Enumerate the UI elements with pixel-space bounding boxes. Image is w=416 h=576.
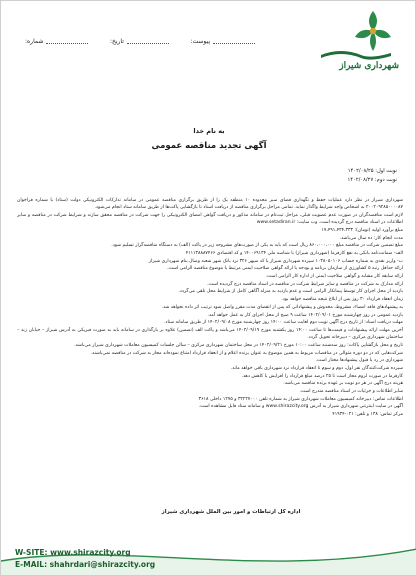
number-field: [25, 34, 88, 48]
paragraph: شرکت‌هایی که در دو دوره متوالی در مناقصات مربوط به همین موضوع به عنوان برنده اعلام و از انعقاد قرارداد امتناع نموده‌اند مجاز به شرکت در مناقصه نمی‌باشند.: [90, 350, 403, 356]
paragraph: الف- ضمانت‌نامه بانکی به نفع کارفرما (شهرداری شیراز) با شناسه ملی ۱۴۰۰۶۹۱۳۴ و کد اقتصادی ۴۱۱۱۳۸۸۸۷۴۶۶: [185, 250, 403, 256]
paragraph: بازدید عمومی در روز چهارشنبه مورخ ۱۴۰۲/۰۹/۰۱ ساعت ۹ صبح از محل اجرای کار به عمل خواهد آمد.: [207, 312, 403, 318]
attachment-line: [213, 38, 255, 44]
date-field: [110, 34, 169, 48]
paragraph: شهرداری در رد یا قبول پیشنهادها مختار است.: [315, 358, 403, 364]
second-publication: نوبت دوم: ۱۴۰۲/۰۸/۲۷: [347, 177, 397, 183]
basmala: به نام خدا: [193, 127, 225, 135]
paragraph: مبلغ برآورد اولیه (تومان): ۱۷،۴۹۱،۴۳۴،۳۳۳: [321, 227, 403, 233]
paragraph: زمان انعقاد قرارداد ۳۰ روز پس از ابلاغ نتیجه مناقصه خواهد بود.: [281, 297, 403, 303]
footer-website[interactable]: W-SITE: www.shirazcity.org: [15, 548, 131, 557]
paragraph: آخرین مهلت ارائه پیشنهادات و قیمت‌ها تا ساعت ۱۴:۰۰ روز یکشنبه مورخ ۱۴۰۲/۰۹/۱۹ می‌باشد و پاکت الف (تضمین) علاوه بر بارگذاری در سامانه باید به صورت فیزیکی به آدرس شیراز – خیابان زند – ساختمان شهرداری مرکزی – دبیرخانه تحویل گردد.: [17, 327, 403, 341]
paragraph: ارائه مدارک به شرکت در مناقصه و سایر شرایط شرکت در مناقصه در اسناد مناقصه درج گردیده است.: [207, 281, 403, 287]
paragraph: هزینه درج آگهی در هر دو نوبت بر عهده برنده مناقصه می‌باشد.: [283, 381, 403, 387]
paragraph: تاریخ و محل بازگشایی پاکات: روز سه‌شنبه ساعت ۱۰:۰۰ مورخ ۱۴۰۲/۰۹/۲۱ در محل ساختمان شهرداری مرکزی – سالن جلسات کمیسیون معاملات شهرداری شیراز می‌باشد.: [74, 342, 403, 348]
signature: اداره کل ارتباطات و امور بین الملل شهرداری شیراز: [161, 509, 301, 515]
first-publication: نوبت اول: ۱۴۰۲/۰۸/۲۵: [347, 168, 397, 174]
attachment-label: پیوست:: [190, 37, 210, 45]
letterhead-footer: [1, 531, 416, 575]
footer-email[interactable]: E-MAIL: shahrdari@shirazcity.org: [15, 560, 156, 569]
number-line: [46, 38, 88, 44]
paragraph: کارفرما در صورت لزوم مجاز است تا ۲۵ درصد مبلغ قرارداد را افزایش یا کاهش دهد.: [241, 373, 403, 379]
paragraph: بازدید از محل اجرای کار توسط پیمانکار الزامی است و عدم بازدید به منزله آگاهی کامل از شرایط محل تلقی می‌گردد.: [178, 289, 403, 295]
paragraph: آگهی در سایت اینترنتی شهرداری شیراز به آدرس www.shirazcity.org و سامانه ستاد قابل مشاهده است.: [198, 404, 403, 410]
paragraph: شهرداری شیراز در نظر دارد عملیات حفظ و نگهداری فضای سبز محدوده ۱۰ منطقه یک را از طریق برگزاری مناقصه عمومی در سامانه تدارکات الکترونیکی دولت (ستاد) با شماره فراخوان ۲۰۰۲۰۹۲۸۵۰۰۰۰۸۷ به اشخاص واجد شرایط واگذار نماید. تمامی مراحل برگزاری مناقصه از دریافت اسناد تا بازگشایی پاکت‌ها از طریق سامانه ستاد انجام می‌شود.: [17, 198, 403, 211]
notice-body: [17, 197, 403, 497]
date-line: [127, 38, 169, 44]
paragraph: سایر اطلاعات و جزئیات در اسناد مناقصه مندرج است.: [299, 389, 403, 395]
paragraph: ب- واریز نقدی به شماره حساب ۱۰۳۸۰۵۰۱۰۶ سپرده شهرداری شیراز با کد سپهر ۳۲۶ نزد بانک شهر شعبه وصال بنام شهرداری شیراز: [148, 258, 403, 264]
date-label: تاریخ:: [109, 37, 124, 45]
paragraph: مبلغ تضمین شرکت در مناقصه مبلغ ۸۶۰،۰۰۰،۰۰۰ ریال است که باید به یکی از صورت‌های مشروحه زیر در پاکت (الف) به دستگاه مناقصه‌گزار تسلیم شود.: [111, 243, 403, 249]
notice-dates: [247, 167, 397, 185]
paragraph: به پیشنهادهای فاقد امضاء، مشروط، مخدوش و پیشنهاداتی که پس از انقضای مدت مقرر واصل شود ترتیب اثر داده نخواهد شد.: [161, 304, 403, 310]
paragraph: مرکز تماس: ۱۳۸ و تلفن: ۰۲۱-۴۱۹۳۴: [332, 412, 403, 418]
paragraph: ارائه حداقل رتبه ۵ کشاورزی از سازمان برنامه و بودجه یا ارائه گواهی صلاحیت ایمنی مرتبط با موضوع مناقصه الزامی است.: [167, 266, 403, 272]
paragraph: لازم است مناقصه‌گران در صورت عدم عضویت قبلی، مراحل ثبت‌نام در سامانه مذکور و دریافت گواهی امضای الکترونیکی را جهت شرکت در مناقصه محقق سازند و شرایط شرکت در مناقصه و سایر اطلاعات در اسناد مناقصه درج گردیده است. وب سایت: www.setadiran.ir: [17, 212, 403, 226]
letterhead-fields: [25, 34, 255, 48]
paragraph: سپرده شرکت‌کنندگان نفر اول، دوم و سوم تا انعقاد قرارداد نزد شهرداری باقی خواهد ماند.: [230, 365, 403, 371]
paragraph: ارائه سابقه کار مشابه و گواهی صلاحیت ایمنی از اداره کار الزامی است.: [265, 274, 403, 280]
attachment-field: [190, 34, 255, 48]
paragraph: مهلت دریافت اسناد: از تاریخ درج آگهی نوبت دوم لغایت ساعت ۱۴:۰۰ روز چهارشنبه مورخ ۱۴۰۲/۰۹/۰۸ از طریق سامانه ستاد.: [163, 320, 403, 326]
paragraph: اطلاعات تماس: دبیرخانه کمیسیون معاملات شهرداری شیراز به شماره تلفن ۳۲۲۲۷۰۰۰ و ۱۲۷۵ داخلی ۳۶۱۸: [198, 396, 403, 402]
notice-title: آگهی تجدید مناقصه عمومی: [151, 141, 267, 151]
paragraph: مدت انجام کار: ده سال می‌باشد.: [339, 235, 403, 241]
logo-wordmark: شهرداری شیراز: [339, 61, 399, 71]
letterhead: [1, 1, 416, 79]
number-label: شماره:: [25, 37, 44, 45]
